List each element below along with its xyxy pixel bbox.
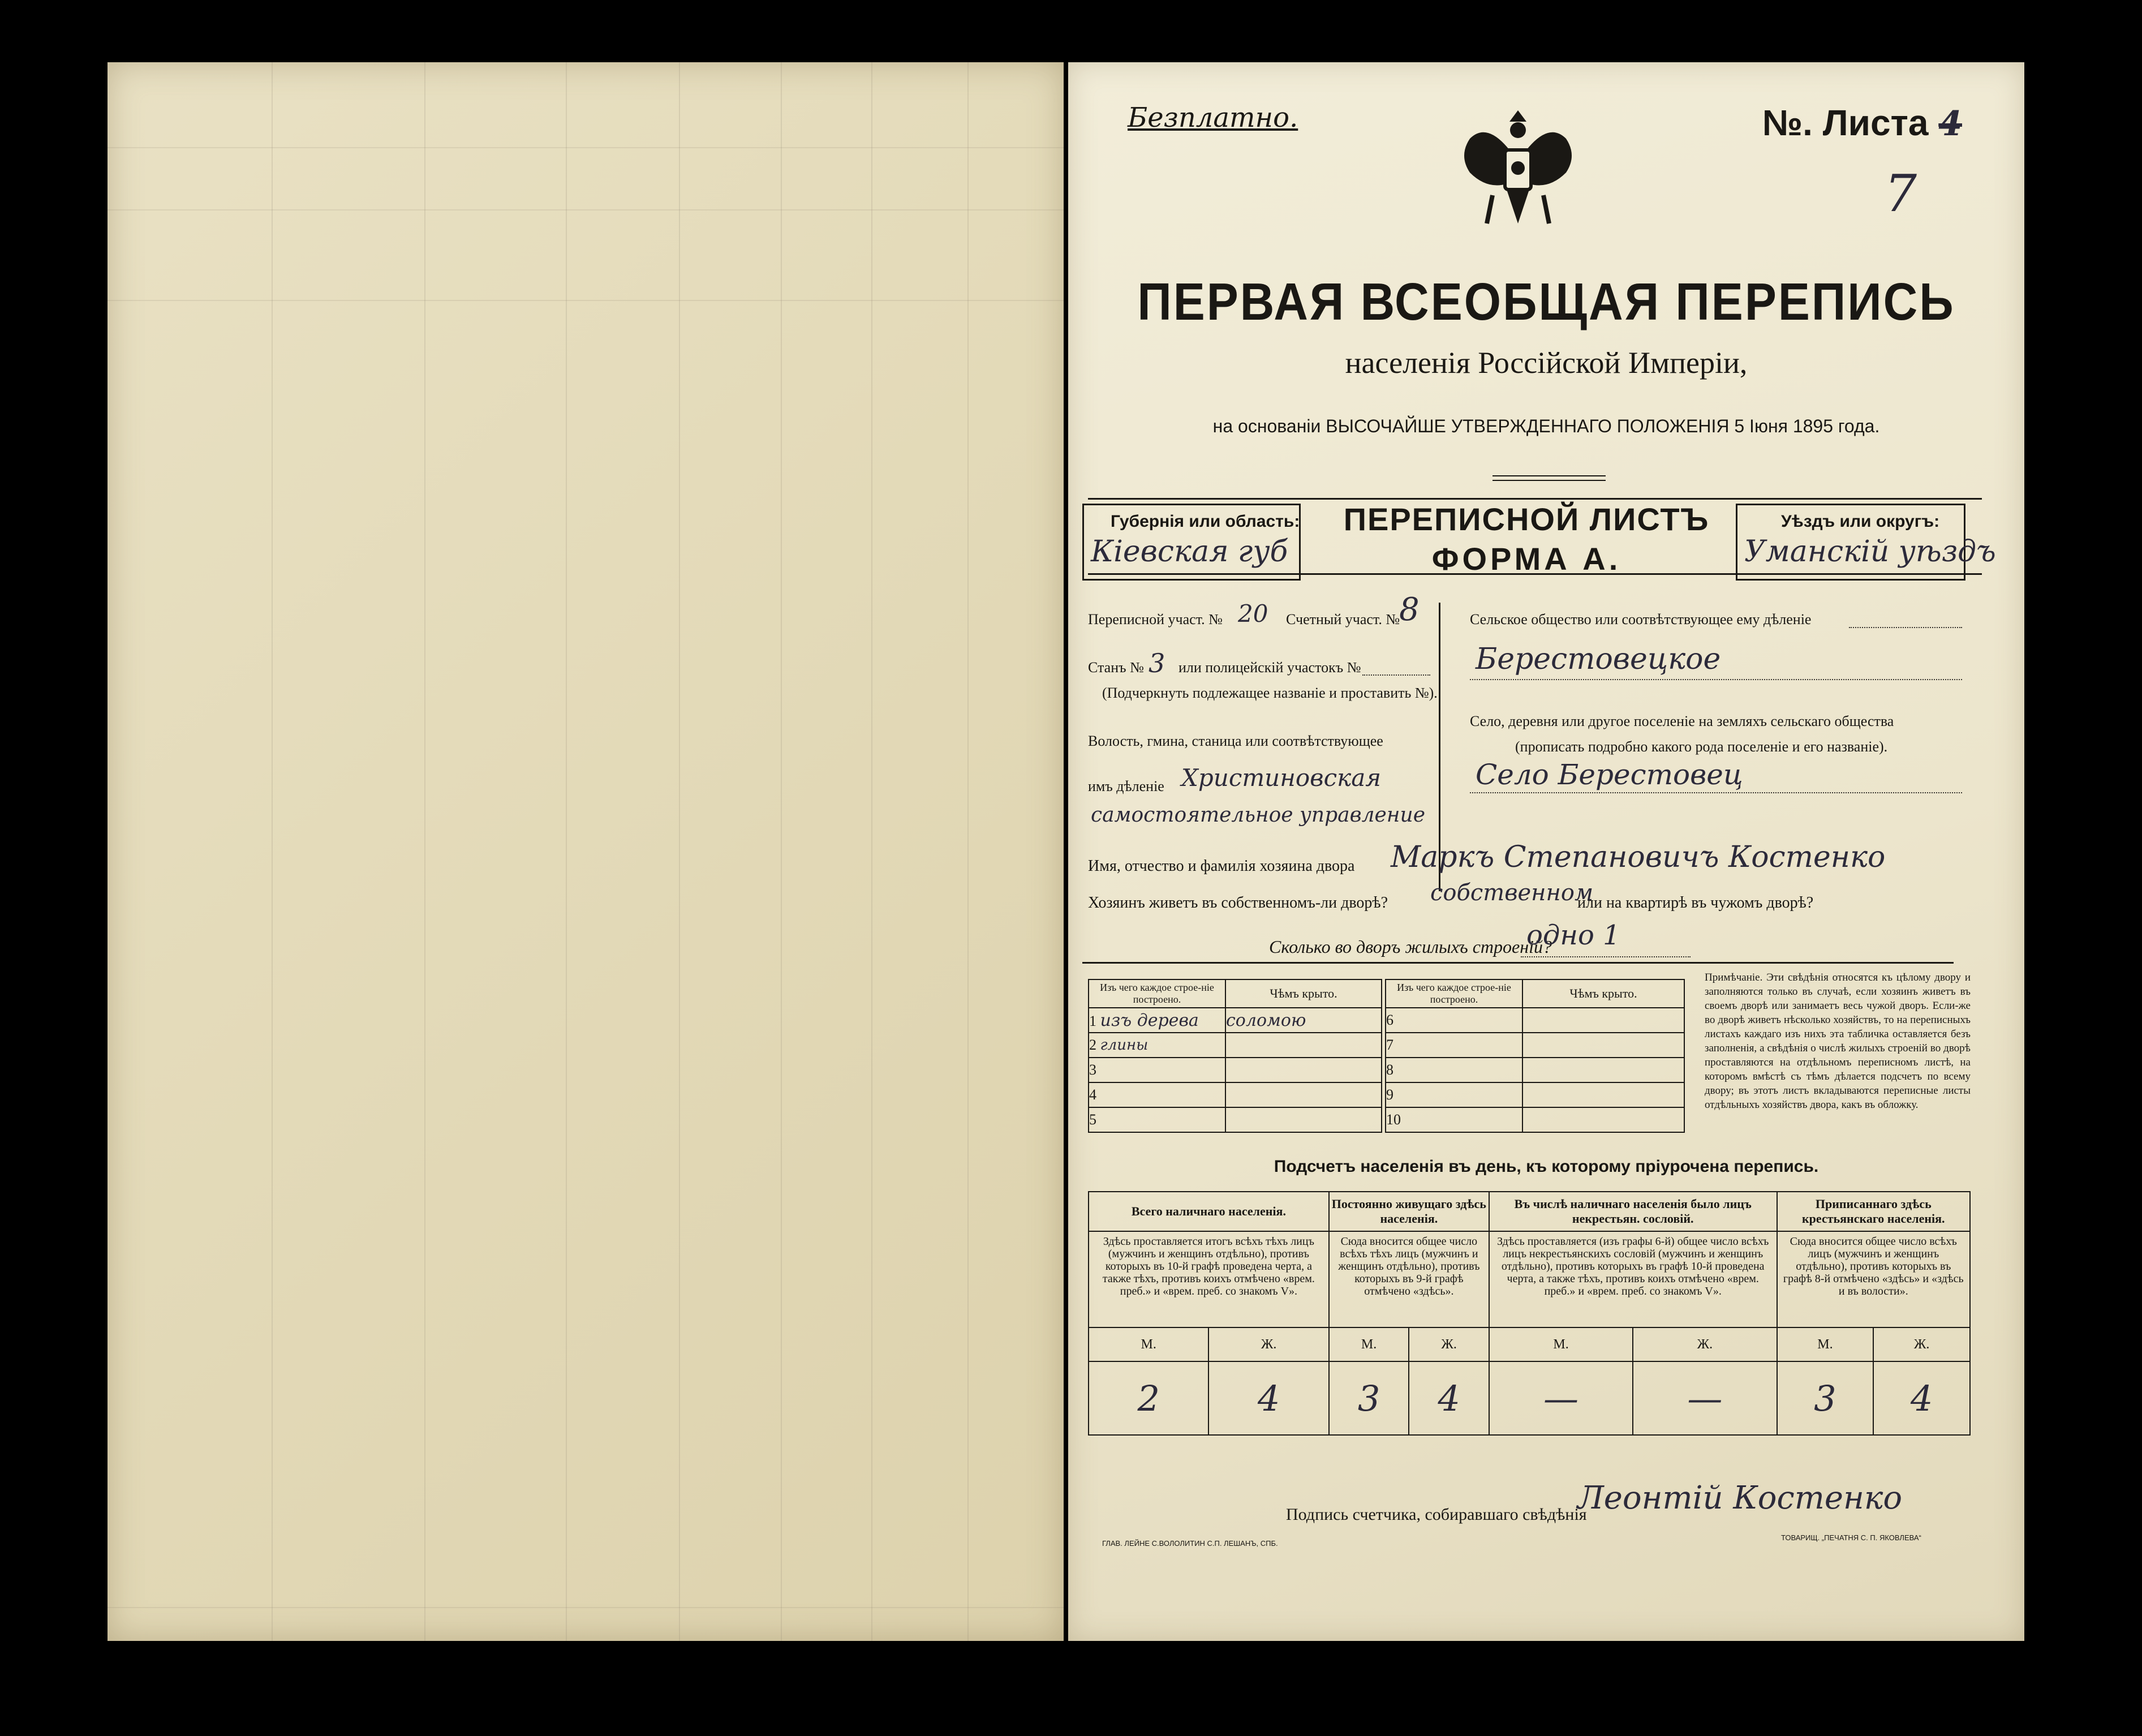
underline-note: (Подчеркнуть подлежащее названіе и проставить №). (1102, 685, 1438, 701)
buildings-label: Сколько во дворъ жилыхъ строеній? (1269, 936, 1552, 957)
nonpeasant-m: — (1489, 1361, 1633, 1435)
volost-label: Волость, гмина, станица или соотвѣтствующее (1088, 733, 1383, 749)
village-value: Село Берестовец (1476, 758, 1743, 791)
m-label: М. (1489, 1327, 1633, 1361)
society-line (1470, 679, 1962, 680)
imperial-eagle-emblem (1453, 99, 1583, 240)
census-form-page (1068, 62, 2024, 1641)
buildings-value: одно 1 (1526, 919, 1620, 951)
table-cell: соломою (1225, 1008, 1382, 1033)
col-desc-total: Здѣсь проставляется итогъ всѣхъ тѣхъ лицъ (мужчинъ и женщинъ отдѣльно), противъ которыхъ въ 10-й графѣ проведена черта, а также тѣхъ, противъ коихъ отмѣчено «врем. преб.» и «врем. преб. со знакомъ V». (1089, 1231, 1329, 1327)
owner-lives-value: собственном (1430, 880, 1594, 906)
ornament-divider (1492, 475, 1606, 481)
table-row: 2 глины (1089, 1033, 1225, 1058)
roof-header-2: Чѣмъ крыто. (1522, 979, 1684, 1008)
society-blank (1849, 627, 1962, 628)
roof-header: Чѣмъ крыто. (1225, 979, 1382, 1008)
form-type: ФОРМА А. (1431, 541, 1621, 577)
document-subtitle: населенія Россійской Имперіи, (1345, 346, 1748, 380)
left-page (107, 62, 1064, 1641)
permanent-m: 3 (1329, 1361, 1409, 1435)
permanent-zh: 4 (1409, 1361, 1489, 1435)
m-label: М. (1777, 1327, 1874, 1361)
uchastok-label: Переписной участ. № (1088, 611, 1223, 628)
printer-right: ТОВАРИЩ. „ПЕЧАТНЯ С. П. ЯКОВЛЕВА“ (1781, 1533, 1921, 1542)
volost-value-2: самостоятельное управление (1091, 803, 1426, 827)
stan-label: Станъ № (1088, 659, 1144, 676)
uezd-value: Уманскій уѣздъ (1744, 535, 1996, 569)
zh-label: Ж. (1873, 1327, 1970, 1361)
sheet-number-label: №. Листа (1762, 102, 1929, 143)
signature-value: Леонтій Костенко (1577, 1480, 1903, 1516)
table-row: 9 (1386, 1082, 1522, 1107)
village-label: Село, деревня или другое поселеніе на земляхъ сельскаго общества (1470, 713, 1894, 729)
gubernia-label: Губернія или область: (1111, 512, 1300, 531)
zh-label: Ж. (1409, 1327, 1489, 1361)
form-title: ПЕРЕПИСНОЙ ЛИСТЪ (1343, 501, 1710, 537)
table-row: 10 (1386, 1107, 1522, 1132)
table-cell (1225, 1058, 1382, 1082)
col-desc-peasant: Сюда вносится общее число всѣхъ лицъ (мужчинъ и женщинъ отдѣльно), противъ которыхъ въ графѣ 8-й отмѣчено «здѣсь» и «здѣсь и въ волости». (1777, 1231, 1970, 1327)
col-head-total: Всего наличнаго населенія. (1089, 1192, 1329, 1231)
material-header: Изъ чего каждое строе-ніе построено. (1089, 979, 1225, 1008)
col-head-permanent: Постоянно живущаго здѣсь населенія. (1329, 1192, 1489, 1231)
owner-name-value: Маркъ Степановичъ Костенко (1391, 840, 1886, 874)
buildings-table-left (1088, 979, 1382, 1133)
sheet-number (1762, 102, 1962, 144)
count-title: Подсчетъ населенія въ день, къ которому пріурочена перепись. (1274, 1157, 1819, 1176)
document-title: ПЕРВАЯ ВСЕОБЩАЯ ПЕРЕПИСЬ (1137, 272, 1955, 331)
peasant-m: 3 (1777, 1361, 1874, 1435)
volost-value: Христиновская (1181, 764, 1382, 792)
signature-label: Подпись счетчика, собиравшаго свѣдѣнія (1286, 1505, 1587, 1524)
table-cell (1225, 1033, 1382, 1058)
table-row: 8 (1386, 1058, 1522, 1082)
legal-basis: на основаніи ВЫСОЧАЙШЕ УТВЕРЖДЕННАГО ПОЛОЖЕНІЯ 5 Іюня 1895 года. (1212, 416, 1880, 436)
village-note: (прописать подробно какого рода поселеніе и его названіе). (1515, 738, 1888, 755)
note-paragraph: Примѣчаніе. Эти свѣдѣнія относятся къ цѣлому двору и заполняются только въ случаѣ, если хозяинъ живетъ въ своемъ дворѣ или занимаетъ весь чужой дворъ. Если-же во дворѣ живетъ нѣсколько хозяйствъ, то на переписныхъ листахъ каждаго изъ нихъ эта табличка оставляется безъ заполненія, а свѣдѣнія о числѣ жилыхъ строеній во дворѣ проставляются на отдѣльномъ переписномъ листѣ, на которомъ вмѣстѣ съ тѣмъ дѣлается подсчетъ по всему двору; въ этотъ листъ вкладываются переписные листы отдѣльныхъ хозяйствъ двора, какъ въ обложку. (1705, 972, 1971, 1111)
owner-lives-label-2: или на квартирѣ въ чужомъ дворѣ? (1577, 894, 1814, 912)
uchastok-value: 20 (1238, 600, 1268, 628)
m-label: М. (1089, 1327, 1208, 1361)
total-m: 2 (1089, 1361, 1208, 1435)
sheet-number-value: 4 (1938, 104, 1962, 144)
table-row: 5 (1089, 1107, 1225, 1132)
society-label: Сельское общество или соотвѣтствующее ему дѣленіе (1470, 611, 1812, 628)
buildings-line (1521, 956, 1691, 957)
table-cell (1225, 1082, 1382, 1107)
col-desc-permanent: Сюда вносится общее число всѣхъ тѣхъ лицъ (мужчинъ и женщинъ отдѣльно), противъ которыхъ въ 9-й графѣ отмѣчено «здѣсь». (1329, 1231, 1489, 1327)
zh-label: Ж. (1208, 1327, 1328, 1361)
schetny-value: 8 (1399, 591, 1420, 628)
stan-value: 3 (1149, 648, 1165, 678)
police-blank (1362, 674, 1430, 676)
uezd-label: Уѣздъ или округъ: (1781, 512, 1940, 531)
col-head-nonpeasant: Въ числѣ наличнаго населенія было лицъ некрестьян. сословій. (1489, 1192, 1777, 1231)
total-zh: 4 (1208, 1361, 1328, 1435)
table-row: 4 (1089, 1082, 1225, 1107)
col-desc-nonpeasant: Здѣсь проставляется (изъ графы 6-й) общее число всѣхъ лицъ некрестьянскихъ сословій (мужчинъ и женщинъ отдѣльно), противъ которыхъ въ графѣ 10-й проведена черта, а также тѣхъ, противъ коихъ отмѣчено «врем. преб.» и «врем. преб. со знакомъ V». (1489, 1231, 1777, 1327)
schetny-label: Счетный участ. № (1286, 611, 1400, 628)
col-head-peasant: Приписаннаго здѣсь крестьянскаго населенія. (1777, 1192, 1970, 1231)
buildings-table-right (1385, 979, 1685, 1133)
owner-name-label: Имя, отчество и фамилія хозяина двора (1088, 857, 1355, 875)
material-header-2: Изъ чего каждое строе-ніе построено. (1386, 979, 1522, 1008)
society-value: Берестовецкое (1476, 642, 1721, 676)
village-line (1470, 792, 1962, 793)
gubernia-value: Кіевская губ (1091, 535, 1288, 569)
peasant-zh: 4 (1873, 1361, 1970, 1435)
volost-label-2: имъ дѣленіе (1088, 778, 1164, 794)
police-label: или полицейскій участокъ № (1178, 659, 1361, 676)
zh-label: Ж. (1633, 1327, 1777, 1361)
table-row: 6 (1386, 1008, 1522, 1033)
printer-left: ГЛАВ. ЛЕЙНЕ С.ВОЛОЛИТИН С.П. ЛЕШАНЪ, СПБ. (1102, 1539, 1278, 1548)
table-row: 3 (1089, 1058, 1225, 1082)
table-row: 7 (1386, 1033, 1522, 1058)
sheet-corner-number: 7 (1884, 164, 1917, 224)
table-cell (1225, 1107, 1382, 1132)
table-row: 1 изъ дерева (1089, 1008, 1225, 1033)
free-label: Безплатно. (1128, 102, 1298, 134)
population-count-table (1088, 1191, 1971, 1436)
owner-lives-label: Хозяинъ живетъ въ собственномъ-ли дворѣ? (1088, 894, 1388, 912)
m-label: М. (1329, 1327, 1409, 1361)
nonpeasant-zh: — (1633, 1361, 1777, 1435)
table-top-rule (1082, 962, 1954, 964)
